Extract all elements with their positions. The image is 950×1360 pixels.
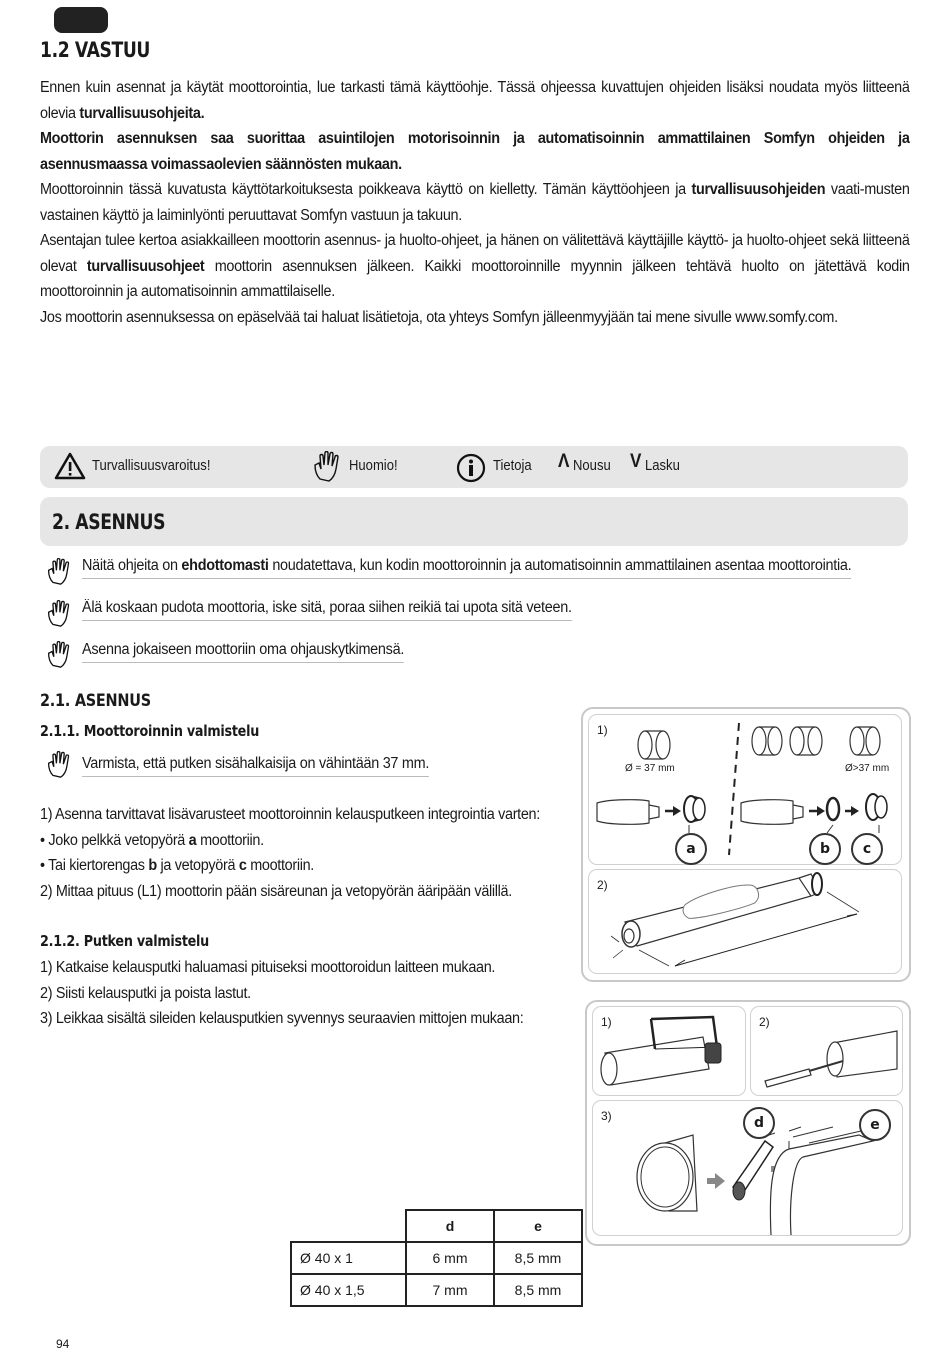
- note-handling: Älä koskaan pudota moottoria, iske sitä, poraa siihen reikiä tai upota sitä veteen.: [82, 597, 572, 621]
- table-header-cell: e: [494, 1210, 582, 1242]
- label-c: c: [851, 833, 883, 865]
- motor-length-drawing: [589, 870, 901, 973]
- paragraph-4: [40, 228, 910, 305]
- section-title-vastuu: 1.2 VASTUU: [40, 38, 151, 62]
- bullet-1-tail: moottoriin.: [196, 831, 264, 849]
- table-cell: 8,5 mm: [494, 1242, 582, 1274]
- header-tab: [54, 7, 108, 33]
- figure-tube-preparation: [585, 1000, 911, 1246]
- bullet-2: [40, 853, 561, 879]
- figure-panel-cut: [592, 1006, 746, 1096]
- paragraph-1-bold: turvallisuusohjeita.: [79, 104, 205, 122]
- tube-step-1: 1) Katkaise kelausputki haluamasi pituiseksi moottoroidun laitteen mukaan.: [40, 959, 496, 976]
- paragraph-3: [40, 177, 910, 228]
- diameter-37-label: Ø = 37 mm: [625, 763, 675, 774]
- bullet-2-tail: moottoriin.: [246, 857, 314, 874]
- paragraph-1: [40, 75, 910, 126]
- panel-2-label: 2): [597, 878, 608, 892]
- table-header-row: [291, 1210, 582, 1242]
- bullet-2-mid: ja vetopyörä: [156, 857, 239, 874]
- bullet-1-text: • Joko pelkkä vetopyörä: [40, 831, 189, 849]
- down-arrow-icon: V: [630, 451, 642, 472]
- paragraph-4-bold: turvallisuusohjeet: [86, 257, 205, 275]
- table-header-cell: d: [406, 1210, 494, 1242]
- bullet-2-letter-b: b: [148, 857, 157, 874]
- note-diameter: Varmista, että putken sisähalkaisija on vähintään 37 mm.: [82, 753, 429, 777]
- paragraph-4-text-c: moottorin asennuksen jälkeen. Kaikki moottoroinnille myynnin jälkeen tehtävä huolto on jätettävä kodin moottoroinnin ja automatisoinnin ammattilaiselle.: [40, 257, 910, 300]
- legend-up-label: Nousu: [573, 458, 611, 474]
- paragraph-2: [40, 126, 910, 177]
- table-cell: 8,5 mm: [494, 1274, 582, 1306]
- label-e: e: [859, 1109, 891, 1141]
- deburr-panel-label: 2): [759, 1015, 770, 1029]
- figure-panel-deburr: [750, 1006, 903, 1096]
- figure-panel-groove: [592, 1100, 903, 1236]
- paragraph-2-bold: Moottorin asennuksen saa suorittaa asuintilojen motorisoinnin ja automatisoinnin ammattilainen Somfyn ohjeiden ja asennusmaassa voimassaolevien säännösten mukaan.: [40, 130, 910, 173]
- table-header-cell: [291, 1210, 406, 1242]
- symbol-legend: [40, 446, 908, 488]
- hand-icon: [46, 751, 72, 779]
- page-number: 94: [56, 1337, 70, 1351]
- tube-steps: [40, 955, 600, 1032]
- hand-icon: [46, 641, 72, 669]
- paragraph-1-text: Ennen kuin asennat ja käytät moottorointia, lue tarkasti tämä käyttöohje. Tässä ohjeessa kuvattujen ohjeiden lisäksi noudata myös liitteenä olevia: [40, 79, 910, 122]
- step-2: 2) Mittaa pituus (L1) moottorin pään sisäreunan ja vetopyörän ääripään välillä.: [40, 882, 512, 900]
- hand-icon: [46, 600, 72, 628]
- tube-step-2: 2) Siisti kelausputki ja poista lastut.: [40, 984, 251, 1002]
- subsection-title-2-1-2: 2.1.2. Putken valmistelu: [40, 932, 210, 950]
- legend-down-label: Lasku: [645, 458, 680, 474]
- legend-warning-label: Turvallisuusvaroitus!: [92, 458, 211, 474]
- groove-dimensions-table: [290, 1209, 583, 1307]
- bullet-1-letter: a: [188, 831, 197, 849]
- diameter-over-37-label: Ø>37 mm: [845, 763, 890, 774]
- subsection-title-2-1-1: 2.1.1. Moottoroinnin valmistelu: [40, 722, 260, 740]
- section-title-2-1: 2.1. ASENNUS: [40, 691, 151, 711]
- note-strict-text-c: noudatettava, kun kodin moottoroinnin ja automatisoinnin ammattilainen asentaa moottorointia.: [268, 557, 852, 574]
- label-a: a: [675, 833, 707, 865]
- table-cell: 6 mm: [406, 1242, 494, 1274]
- bullet-1: [40, 828, 561, 854]
- bullet-2-text: • Tai kiertorengas: [40, 857, 149, 874]
- label-d: d: [743, 1107, 775, 1139]
- tube-step-3: 3) Leikkaa sisältä sileiden kelausputkien syvennys seuraavien mittojen mukaan:: [40, 1010, 524, 1027]
- paragraph-5: Jos moottorin asennuksessa on epäselvää tai haluat lisätietoja, ota yhteys Somfyn jälleenmyyjään tai mene sivulle www.somfy.com.: [40, 308, 838, 326]
- figure-panel-2: [588, 869, 902, 974]
- table-cell: 7 mm: [406, 1274, 494, 1306]
- prep-steps: [40, 802, 600, 904]
- note-switch: Asenna jokaiseen moottoriin oma ohjauskytkimensä.: [82, 639, 404, 663]
- paragraph-3-bold: turvallisuusohjeiden: [691, 181, 826, 198]
- section-1-2-body: [40, 75, 950, 330]
- section-title-asennus: 2. ASENNUS: [52, 510, 166, 534]
- bullet-2-letter-c: c: [238, 857, 247, 874]
- paragraph-4-text-a: Asentajan tulee kertoa asiakkailleen moottorin asennus- ja huolto-ohjeet, ja hänen on välitettävä käyttäjille käyttö- ja huolto-ohjeet sekä liitteenä olevat: [40, 232, 910, 275]
- saw-drawing: [593, 1007, 745, 1095]
- table-cell: Ø 40 x 1: [291, 1242, 406, 1274]
- panel-1-label: 1): [597, 723, 608, 737]
- table-row: [291, 1274, 582, 1306]
- section-2-header: [40, 497, 908, 546]
- file-drawing: [751, 1007, 902, 1095]
- hand-icon: [312, 451, 342, 483]
- table-row: [291, 1242, 582, 1274]
- figure-motor-preparation: [581, 707, 911, 982]
- note-strict-bold: ehdottomasti: [181, 557, 269, 574]
- hand-icon: [46, 558, 72, 586]
- note-strict: [82, 555, 851, 579]
- step-1: 1) Asenna tarvittavat lisävarusteet moottoroinnin kelausputkeen integrointia varten:: [40, 806, 540, 823]
- legend-attention-label: Huomio!: [349, 458, 398, 474]
- paragraph-3-text-c: vaati-musten vastainen käyttö ja laiminlyönti peruuttavat Somfyn vastuun ja takuun.: [40, 181, 910, 224]
- groove-panel-label: 3): [601, 1109, 612, 1123]
- figure-panel-1: [588, 714, 902, 865]
- legend-info-label: Tietoja: [493, 458, 532, 474]
- note-strict-text-a: Näitä ohjeita on: [82, 557, 182, 574]
- table-cell: Ø 40 x 1,5: [291, 1274, 406, 1306]
- up-arrow-icon: Λ: [558, 451, 570, 472]
- label-b: b: [809, 833, 841, 865]
- cut-panel-label: 1): [601, 1015, 612, 1029]
- paragraph-3-text-a: Moottoroinnin tässä kuvatusta käyttötarkoituksesta poikkeava käyttö on kielletty. Tämän käyttöohjeen ja: [40, 181, 692, 198]
- warning-icon: [54, 452, 86, 480]
- info-icon: [456, 453, 486, 483]
